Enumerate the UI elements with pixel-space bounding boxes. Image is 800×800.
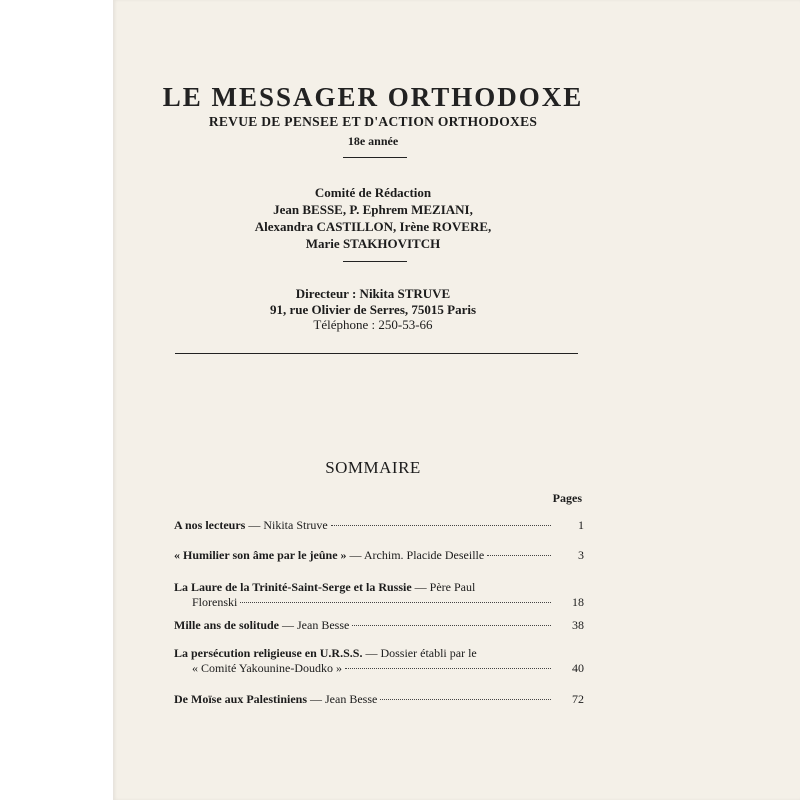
pages-column-label: Pages [552,491,582,505]
director-block [113,286,633,333]
toc-entry[interactable] [174,548,584,563]
toc-author: Dossier établi par le [380,646,477,660]
toc-separator: — [307,692,325,706]
toc-title: La Laure de la Trinité-Saint-Serge et la Russie [174,580,412,594]
divider-rule [343,261,407,262]
leader-dots [380,699,551,700]
toc-separator: — [279,618,298,632]
committee-members-line: Alexandra CASTILLON, Irène ROVERE, [254,219,492,234]
toc-entry[interactable] [174,646,584,676]
toc-title: De Moïse aux Palestiniens [174,692,307,706]
toc-page-number: 18 [572,595,584,609]
director-name: Directeur : Nikita STRUVE [295,286,451,301]
leader-dots [487,555,551,556]
journal-year-text: 18e année [347,134,399,148]
section-rule [175,353,578,354]
toc-author: Nikita Struve [263,518,328,532]
editorial-committee [113,184,633,252]
toc-page-number: 38 [572,618,584,632]
leader-dots [331,525,551,526]
leader-dots [345,668,551,669]
leader-dots [240,602,551,603]
director-phone: Téléphone : 250-53-66 [313,317,433,332]
journal-year [113,134,633,149]
journal-title: LE MESSAGER ORTHODOXE [162,82,584,112]
toc-entry[interactable] [174,692,584,707]
toc-author-continued: « Comité Yakounine-Doudko » [192,661,342,675]
toc-author: Jean Besse [297,618,350,632]
toc-entry[interactable] [174,518,584,533]
committee-members-line: Marie STAKHOVITCH [305,236,441,251]
committee-members-line: Jean BESSE, P. Ephrem MEZIANI, [273,202,473,217]
toc-separator: — [411,580,430,594]
toc-separator: — [346,548,364,562]
director-address: 91, rue Olivier de Serres, 75015 Paris [269,301,477,317]
toc-separator: — [362,646,381,660]
toc-page-number: 1 [578,518,584,532]
toc-author: Archim. Placide Deseille [363,548,485,562]
toc-author: Jean Besse [325,692,378,706]
toc-title: La persécution religieuse en U.R.S.S. [174,646,363,660]
toc-title: « Humilier son âme par le jeûne » [174,548,347,562]
toc-separator: — [245,518,264,532]
leader-dots [352,625,551,626]
toc-title: A nos lecteurs [174,518,246,532]
committee-heading: Comité de Rédaction [314,185,432,200]
divider-rule [343,157,407,158]
toc-page-number: 3 [578,548,584,562]
toc-title: Mille ans de solitude [174,618,280,632]
toc-author: Père Paul [429,580,476,594]
journal-subtitle: REVUE DE PENSEE ET D'ACTION ORTHODOXES [208,114,538,129]
toc-author-continued: Florenski [192,595,238,609]
toc-page-number: 72 [572,692,584,706]
toc-page-number: 40 [572,661,584,675]
toc-entry[interactable] [174,618,584,633]
toc-entry[interactable] [174,580,584,610]
sommaire-heading: SOMMAIRE [325,458,421,477]
